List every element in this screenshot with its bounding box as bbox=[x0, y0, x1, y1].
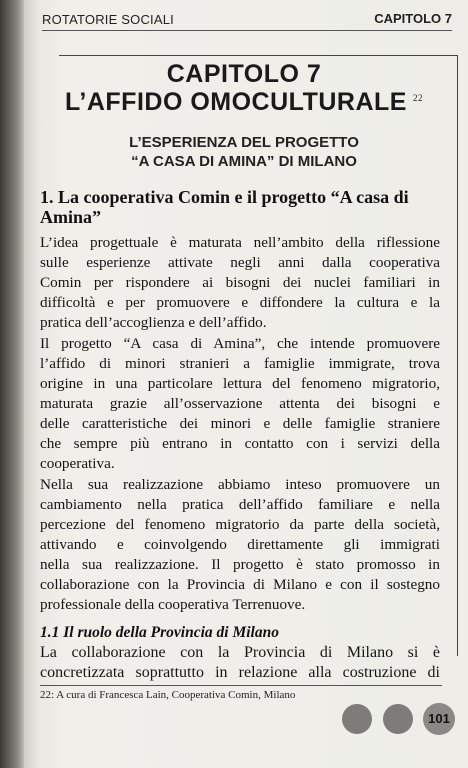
subsection-heading: 1.1 Il ruolo della Provincia di Milano bbox=[40, 624, 279, 641]
paragraph-line: nella sua realizzazione. Il progetto è stato promosso in bbox=[40, 556, 440, 573]
paragraph-line: che sempre più entrano in contatto con i servizi della bbox=[40, 435, 440, 452]
page-number: 101 bbox=[423, 703, 455, 735]
paragraph-line: l’affido di minori stranieri a famiglie immigrate, trova bbox=[40, 355, 440, 372]
chapter-number-title: CAPITOLO 7 bbox=[166, 60, 322, 88]
paragraph-line: difficoltà e per promuovere e diffondere la cultura e la bbox=[40, 294, 440, 311]
paragraph-line: La collaborazione con la Provincia di Milano si è bbox=[40, 644, 440, 661]
section-heading: 1. La cooperativa Comin e il progetto “A casa di Amina” bbox=[40, 187, 409, 227]
decorative-circle bbox=[342, 704, 372, 734]
paragraph-line: Nella sua realizzazione abbiamo inteso promuovere un bbox=[40, 476, 440, 493]
decorative-circle bbox=[383, 704, 413, 734]
paragraph-line: Comin per rispondere ai bisogni dei nuclei familiari in bbox=[40, 274, 440, 291]
previous-page-edge bbox=[0, 0, 24, 768]
chapter-subtitle-line1: L’ESPERIENZA DEL PROGETTO bbox=[129, 134, 359, 151]
paragraph-line: cooperativa. bbox=[40, 455, 115, 472]
paragraph-line: origine in una particolare lettura del fenomeno migratorio, bbox=[40, 375, 440, 392]
paragraph-line: attivando e coinvolgendo direttamente gli immigrati bbox=[40, 536, 440, 553]
chapter-subtitle-line2: “A CASA DI AMINA” DI MILANO bbox=[131, 153, 357, 170]
running-header bbox=[42, 8, 452, 31]
paragraph-line: sulle esperienze attivate negli anni dalla cooperativa bbox=[40, 254, 440, 271]
paragraph-line-last bbox=[40, 577, 440, 597]
paragraph-line: delle caratteristiche dei minori e delle famiglie straniere bbox=[40, 415, 440, 432]
running-chapter-label: CAPITOLO 7 bbox=[374, 11, 452, 26]
paragraph-line: Il progetto “A casa di Amina”, che intende promuovere bbox=[40, 335, 440, 352]
paragraph-line: pratica dell’accoglienza e dell’affido. bbox=[40, 314, 267, 331]
footnote-text: 22: A cura di Francesca Lain, Cooperativa Comin, Milano bbox=[40, 689, 296, 701]
paragraph-line: L’idea progettuale è maturata nell’ambito della riflessione bbox=[40, 234, 440, 251]
paragraph-line: cambiamento nella pratica dell’affido familiare e nella bbox=[40, 496, 440, 513]
chapter-title-text: L’AFFIDO OMOCULTURALE bbox=[65, 88, 407, 116]
paragraph-line: professionale della cooperativa Terrenuove. bbox=[40, 596, 306, 613]
paragraph-line: percezione del fenomeno migratorio da parte della società, bbox=[40, 516, 440, 533]
book-page bbox=[24, 0, 468, 768]
paragraph-line: concretizzata soprattutto in relazione alla costruzione di bbox=[40, 664, 440, 681]
paragraph-line: maturata grazie all’osservazione attenta dei bisogni e bbox=[40, 395, 440, 412]
footnote-reference: 22 bbox=[412, 92, 423, 103]
chapter-title bbox=[64, 88, 424, 117]
paragraph-line: collaborazione con la Provincia di Milano e con il sostegno bbox=[40, 576, 440, 593]
running-title: ROTATORIE SOCIALI bbox=[42, 12, 174, 27]
footnote-rule bbox=[40, 685, 442, 686]
